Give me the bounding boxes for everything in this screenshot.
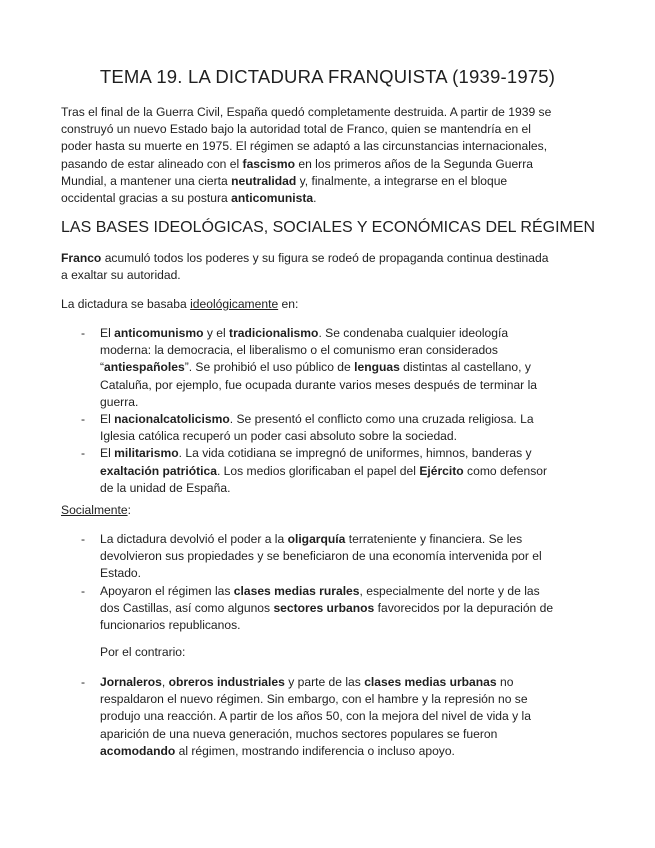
bold-term: militarismo [114,446,179,461]
ideology-intro [61,296,601,313]
text-line: poder hasta su muerte en 1975. El régimen se adaptó a las circunstancias internacionales, [61,139,548,154]
bold-term: oligarquía [287,532,346,546]
social-label: Socialmente: [61,503,131,517]
bold-term: anticomunista [231,191,314,206]
bold-term: antiespañoles [104,360,185,375]
bold-term: tradicionalismo [229,326,319,340]
intro-paragraph [61,104,601,207]
page-title: TEMA 19. LA DICTADURA FRANQUISTA (1939-1975) [99,66,556,87]
text-line: Franco acumuló todos los poderes y su figura se rodeó de propaganda continua destinada [61,251,549,265]
underlined-term: ideológicamente [190,297,279,311]
text-line: Mundial, a mantener una cierta neutralidad y, finalmente, a integrarse en el bloque [61,173,508,188]
list-item: - El nacionalcatolicismo. Se presentó el conflicto como una cruzada religiosa. La Iglesia católica recuperó un poder casi absoluto sobre la sociedad. [81,412,534,444]
bold-term: Jornaleros [100,675,162,689]
text-line: Tras el final de la Guerra Civil, España quedó completamente destruida. A partir de 1939 se [61,105,552,119]
bold-term: obreros industriales [168,675,285,689]
bold-term: lenguas [354,360,400,375]
bold-term: fascismo [242,156,295,171]
list-item: - Apoyaron el régimen las clases medias rurales, especialmente del norte y de las dos Castillas, así como algunos sectores urbanos favorecidos por la depuración de funcionarios republicanos. [81,583,554,633]
dash-bullet: - [81,675,86,689]
text-line: pasando de estar alineado con el fascismo en los primeros años de la Segunda Guerra [61,156,533,171]
bold-term: clases medias rurales [233,583,360,598]
bold-term: sectores urbanos [273,600,375,615]
bold-term: anticomunismo [114,326,204,340]
bold-term: neutralidad [231,173,297,188]
dash-bullet: - [81,446,86,461]
list-item: - La dictadura devolvió el poder a la oligarquía terrateniente y financiera. Se les devolvieron sus propiedades y se beneficiaron de una economía intervenida por el Estado. [81,532,542,581]
bold-term: Ejército [419,463,464,478]
social-list [61,531,601,634]
text-line: La dictadura se basaba ideológicamente en: [61,297,299,311]
contrary-line: Por el contrario: [100,645,186,659]
text-line: a exaltar su autoridad. [61,268,181,283]
section-heading: LAS BASES IDEOLÓGICAS, SOCIALES Y ECONÓMICAS DEL RÉGIMEN [61,219,596,236]
dash-bullet: - [81,583,86,598]
bold-term: nacionalcatolicismo [114,412,230,427]
dash-bullet: - [81,412,86,427]
list-item: - El militarismo. La vida cotidiana se impregnó de uniformes, himnos, banderas y exaltación patriótica. Los medios glorificaban el papel del Ejército como defensor de la unidad de España. [81,446,548,495]
bold-term: acomodando [100,743,176,758]
underlined-term: Socialmente [61,503,128,517]
bold-term: exaltación patriótica [100,463,217,478]
franco-paragraph [61,250,601,284]
bold-term: clases medias urbanas [364,675,497,689]
list-item: - Jornaleros, obreros industriales y parte de las clases medias urbanas no respaldaron el nuevo régimen. Sin embargo, con el hambre y la represión no se produjo una reacción. A partir de los años 50, con la mejora del nivel de vida y la aparición de una nueva generación, muchos sectores populares se fueron acomodando al régimen, mostrando indiferencia o incluso apoyo. [81,675,531,758]
ideology-list [61,325,601,497]
bold-term: Franco [61,251,102,265]
dash-bullet: - [81,326,86,340]
opposition-list [61,674,601,760]
text-line: occidental gracias a su postura anticomunista. [61,191,317,206]
dash-bullet: - [81,532,86,546]
list-item: - El anticomunismo y el tradicionalismo. Se condenaba cualquier ideología moderna: la democracia, el liberalismo o el comunismo eran considerados “antiespañoles”. Se prohibió el uso público de lenguas distintas al castellano, y Cataluña, por ejemplo, fue ocupada durante varios meses después de terminar la guerra. [81,326,537,409]
text-line: construyó un nuevo Estado bajo la autoridad total de Franco, quien se mantendría en el [61,122,531,137]
